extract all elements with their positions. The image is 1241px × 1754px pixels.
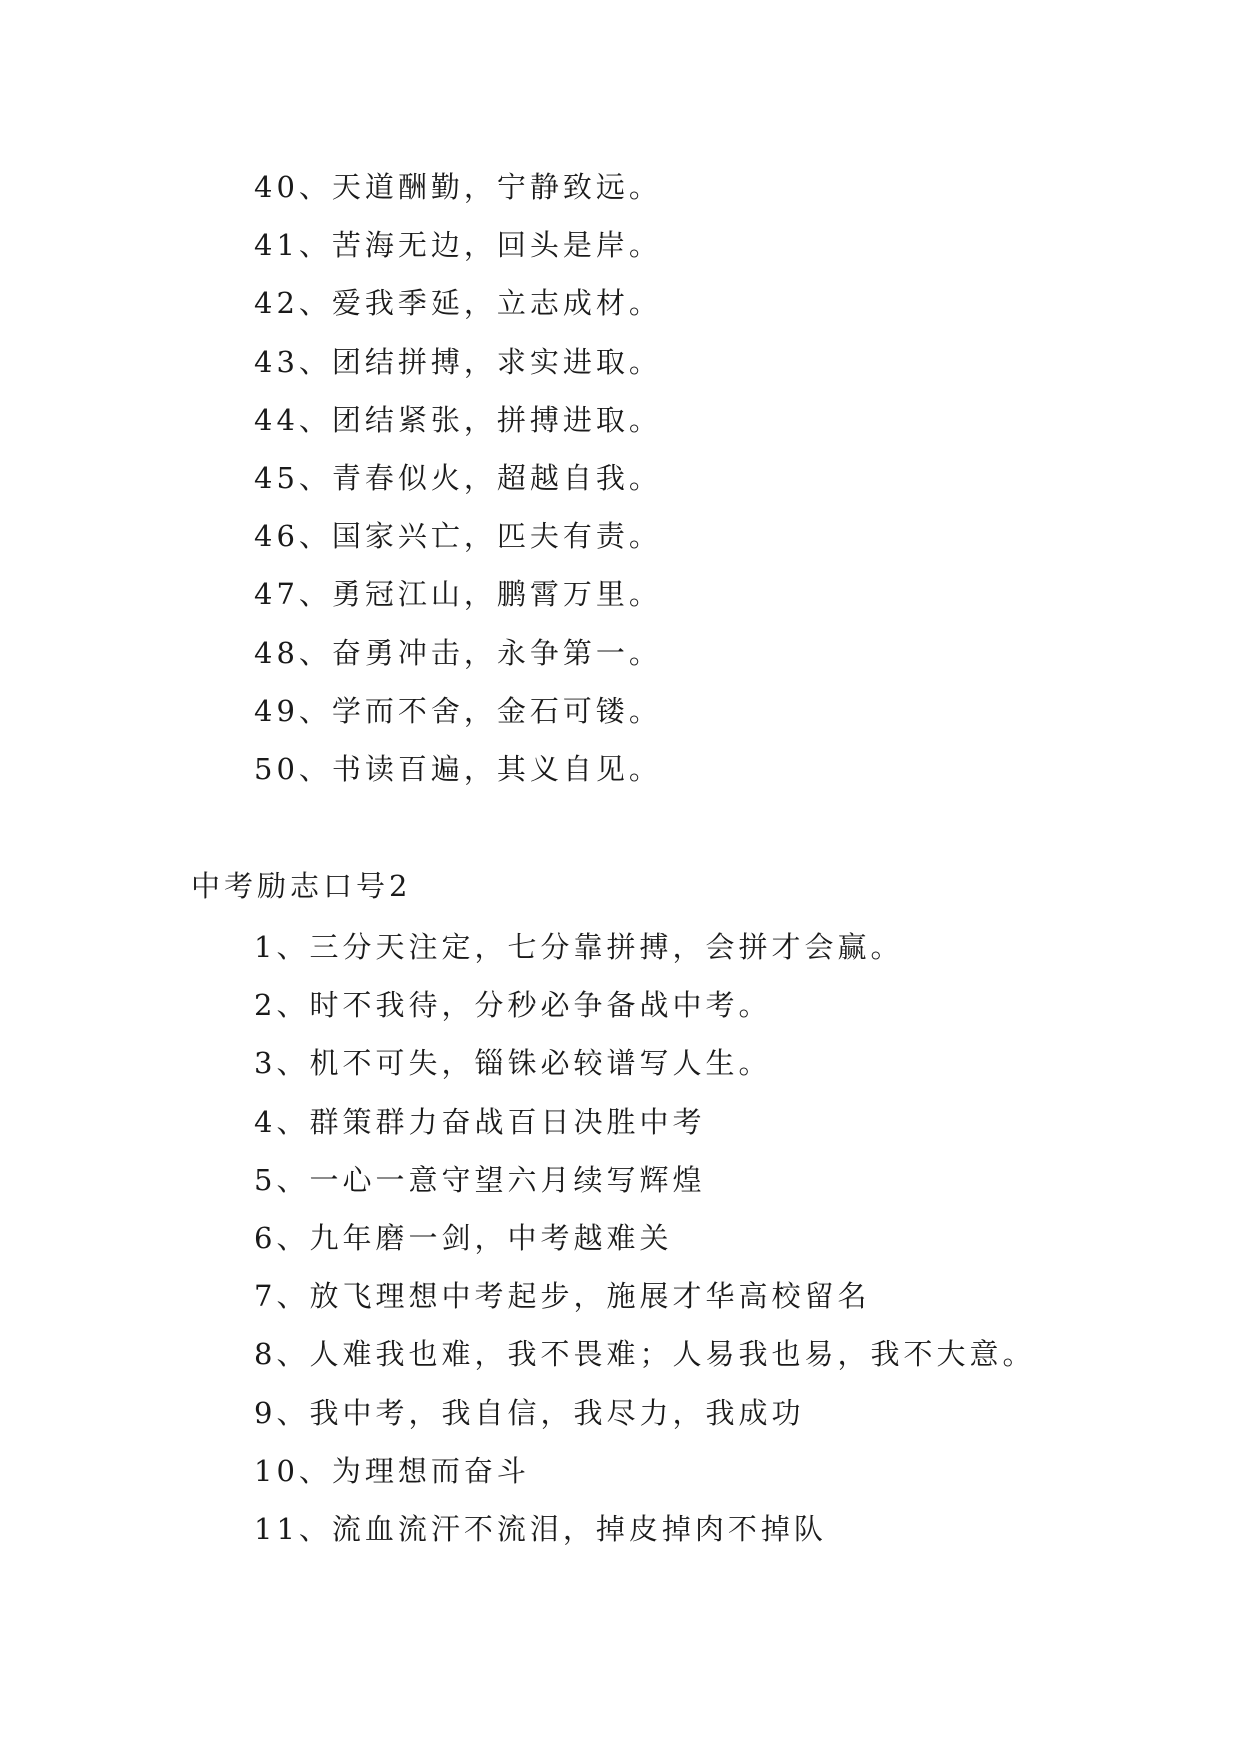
- list-item: 1、三分天注定，七分靠拼搏，会拼才会赢。: [254, 930, 904, 964]
- list-item: 7、放飞理想中考起步，施展才华高校留名: [254, 1279, 871, 1314]
- list-item: 10、为理想而奋斗: [254, 1453, 530, 1488]
- list-item: 43、团结拼搏，求实进取。: [254, 344, 662, 379]
- list-item: 8、人难我也难，我不畏难；人易我也易，我不大意。: [254, 1337, 1036, 1372]
- list-item: 44、团结紧张，拼搏进取。: [254, 402, 662, 437]
- list-item: 49、学而不舍，金石可镂。: [254, 693, 662, 728]
- list-item: 46、国家兴亡，匹夫有责。: [254, 519, 662, 554]
- list-item: 45、青春似火，超越自我。: [254, 460, 662, 495]
- list-item: 3、机不可失，锱铢必较谱写人生。: [254, 1046, 772, 1081]
- section-heading: 中考励志口号2: [191, 869, 412, 903]
- list-item: 4、群策群力奋战百日决胜中考: [254, 1104, 706, 1139]
- list-item: 41、苦海无边，回头是岸。: [254, 228, 662, 263]
- list-item: 48、奋勇冲击，永争第一。: [254, 635, 662, 670]
- list-item: 50、书读百遍，其义自见。: [254, 751, 662, 786]
- list-item: 9、我中考，我自信，我尽力，我成功: [254, 1395, 805, 1430]
- list-item: 11、流血流汗不流泪，掉皮掉肉不掉队: [254, 1511, 827, 1546]
- list-item: 40、天道酬勤，宁静致远。: [254, 170, 662, 204]
- list-item: 6、九年磨一剑，中考越难关: [254, 1220, 673, 1255]
- list-item: 5、一心一意守望六月续写辉煌: [254, 1162, 706, 1197]
- list-item: 42、爱我季延，立志成材。: [254, 286, 662, 321]
- slogan-list-part-2: [254, 918, 1035, 1558]
- list-item: 2、时不我待，分秒必争备战中考。: [254, 988, 772, 1023]
- list-item: 47、勇冠江山，鹏霄万里。: [254, 577, 662, 612]
- slogan-list-part-1: [254, 158, 662, 798]
